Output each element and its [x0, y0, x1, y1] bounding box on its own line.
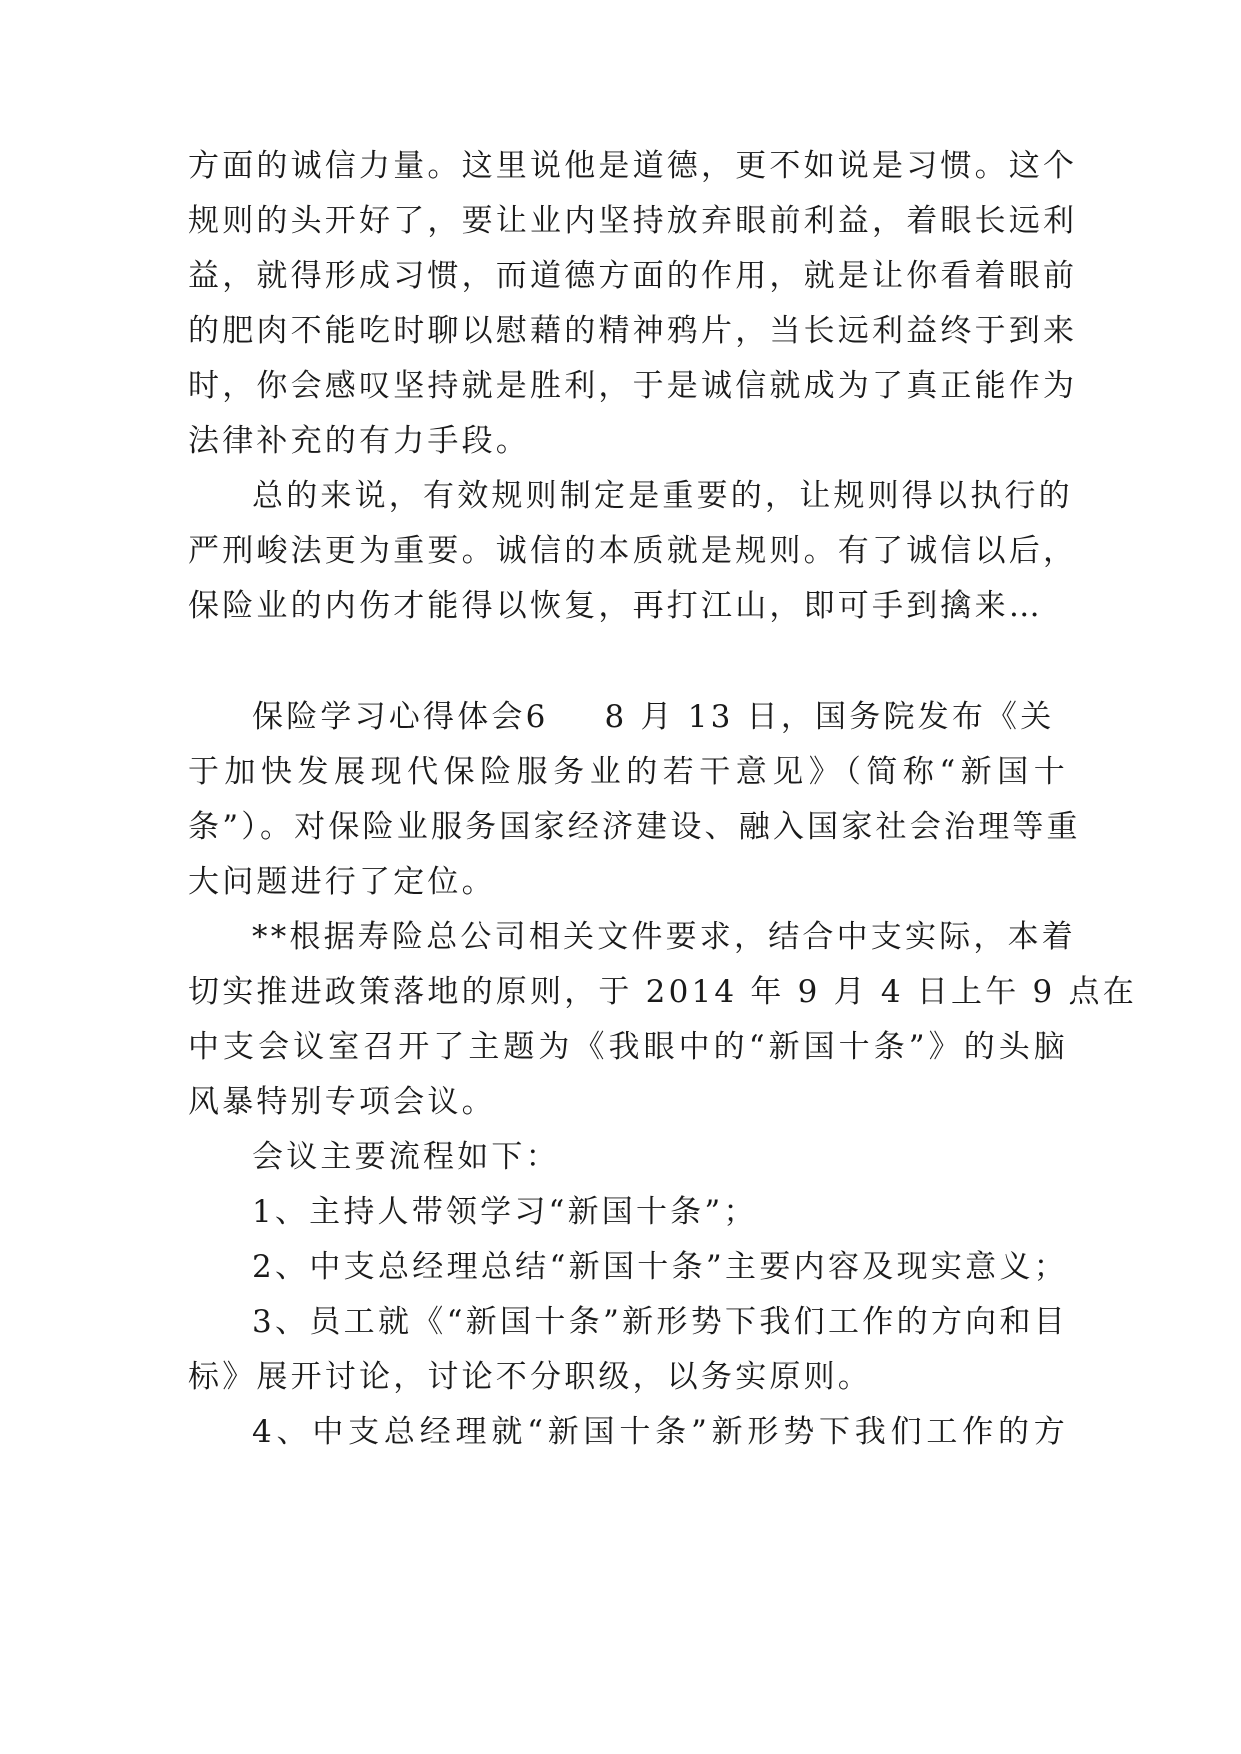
step-1: 1、主持人带领学习“新国十条”； — [252, 1194, 758, 1230]
paragraph-1-line-2: 规则的头开好了，要让业内坚持放弃眼前利益，着眼长远利 — [188, 203, 1078, 239]
step-3-line-1: 3、员工就《“新国十条”新形势下我们工作的方向和目 — [252, 1304, 1068, 1340]
paragraph-2-line-3: 保险业的内伤才能得以恢复，再打江山，即可手到擒来… — [188, 588, 1043, 624]
paragraph-1-line-3: 益，就得形成习惯，而道德方面的作用，就是让你看着眼前 — [188, 258, 1078, 294]
paragraph-3-line-1: 8 月 13 日，国务院发布《关 — [604, 699, 1055, 735]
paragraph-2-line-1: 总的来说，有效规则制定是重要的，让规则得以执行的 — [252, 478, 1073, 514]
paragraph-3-line-2: 于加快发展现代保险服务业的若干意见》（简称“新国十 — [188, 754, 1068, 790]
paragraph-1-line-6: 法律补充的有力手段。 — [188, 423, 530, 459]
paragraph-1-line-5: 时，你会感叹坚持就是胜利，于是诚信就成为了真正能作为 — [188, 368, 1078, 404]
process-intro: 会议主要流程如下： — [252, 1139, 560, 1175]
paragraph-4-line-2: 切实推进政策落地的原则，于 2014 年 9 月 4 日上午 9 点在 — [188, 974, 1137, 1010]
step-2: 2、中支总经理总结“新国十条”主要内容及现实意义； — [252, 1249, 1068, 1285]
paragraph-1-line-4: 的肥肉不能吃时聊以慰藉的精神鸦片，当长远利益终于到来 — [188, 313, 1078, 349]
paragraph-2-line-2: 严刑峻法更为重要。诚信的本质就是规则。有了诚信以后， — [188, 533, 1078, 569]
paragraph-3-line-4: 大问题进行了定位。 — [188, 864, 496, 900]
section-title: 保险学习心得体会6 — [252, 699, 549, 735]
paragraph-1-line-1: 方面的诚信力量。这里说他是道德，更不如说是习惯。这个 — [188, 148, 1078, 184]
paragraph-4-line-3: 中支会议室召开了主题为《我眼中的“新国十条”》的头脑 — [188, 1029, 1068, 1065]
section-heading-line — [252, 697, 1068, 737]
step-4-line-1: 4、中支总经理就“新国十条”新形势下我们工作的方 — [252, 1414, 1068, 1450]
paragraph-4-line-1: **根据寿险总公司相关文件要求，结合中支实际，本着 — [252, 919, 1076, 955]
paragraph-3-line-3: 条”）。对保险业服务国家经济建设、融入国家社会治理等重 — [188, 809, 1081, 845]
paragraph-4-line-4: 风暴特别专项会议。 — [188, 1084, 496, 1120]
step-3-line-2: 标》展开讨论，讨论不分职级，以务实原则。 — [188, 1359, 872, 1395]
